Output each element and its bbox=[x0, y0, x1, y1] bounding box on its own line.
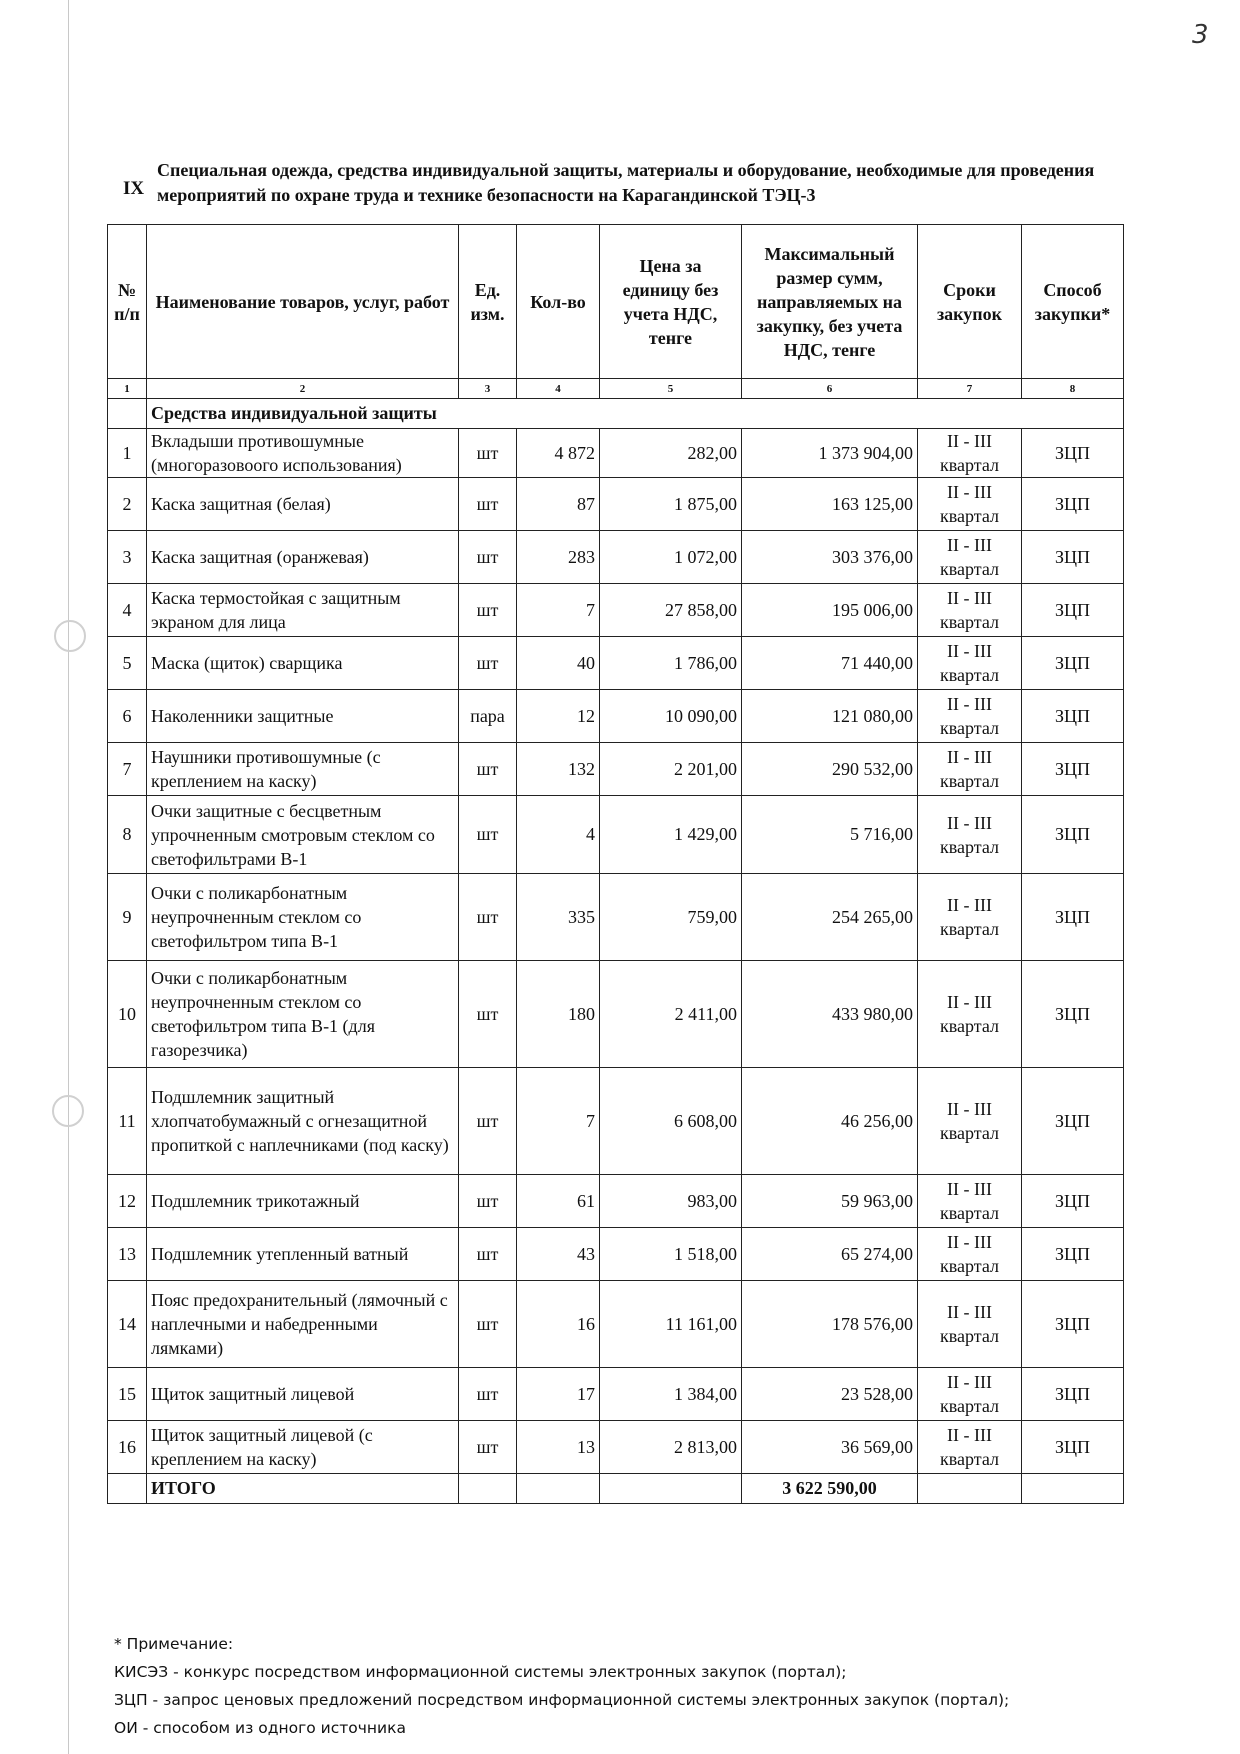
header-method: Способ закупки* bbox=[1022, 225, 1124, 379]
header-row bbox=[108, 225, 1124, 379]
row-qty: 87 bbox=[517, 478, 600, 531]
header-qty: Кол-во bbox=[517, 225, 600, 379]
row-period: II - III квартал bbox=[918, 1068, 1022, 1175]
row-price: 1 429,00 bbox=[600, 796, 742, 874]
row-name: Щиток защитный лицевой bbox=[147, 1368, 459, 1421]
row-period: II - III квартал bbox=[918, 796, 1022, 874]
row-num: 16 bbox=[108, 1421, 147, 1474]
row-unit: шт bbox=[459, 1175, 517, 1228]
row-name: Вкладыши противошумные (многоразовоого использования) bbox=[147, 429, 459, 478]
table-row bbox=[108, 1281, 1124, 1368]
row-name: Пояс предохранительный (лямочный с наплечными и набедренными лямками) bbox=[147, 1281, 459, 1368]
row-method: ЗЦП bbox=[1022, 1175, 1124, 1228]
row-price: 1 072,00 bbox=[600, 531, 742, 584]
row-qty: 283 bbox=[517, 531, 600, 584]
row-qty: 335 bbox=[517, 874, 600, 961]
row-price: 2 201,00 bbox=[600, 743, 742, 796]
row-period: II - III квартал bbox=[918, 690, 1022, 743]
row-unit: пара bbox=[459, 690, 517, 743]
row-period: II - III квартал bbox=[918, 961, 1022, 1068]
total-row bbox=[108, 1474, 1124, 1504]
total-empty-cell bbox=[459, 1474, 517, 1504]
notes-line: КИСЭЗ - конкурс посредством информационной системы электронных закупок (портал); bbox=[114, 1663, 847, 1681]
header-name: Наименование товаров, услуг, работ bbox=[147, 225, 459, 379]
row-price: 11 161,00 bbox=[600, 1281, 742, 1368]
row-name: Подшлемник утепленный ватный bbox=[147, 1228, 459, 1281]
row-num: 13 bbox=[108, 1228, 147, 1281]
row-name: Наколенники защитные bbox=[147, 690, 459, 743]
row-period: II - III квартал bbox=[918, 637, 1022, 690]
row-sum: 36 569,00 bbox=[742, 1421, 918, 1474]
row-price: 2 411,00 bbox=[600, 961, 742, 1068]
total-empty-cell bbox=[517, 1474, 600, 1504]
row-unit: шт bbox=[459, 584, 517, 637]
row-method: ЗЦП bbox=[1022, 531, 1124, 584]
table-row bbox=[108, 1368, 1124, 1421]
margin-line bbox=[68, 0, 69, 1754]
table-body bbox=[108, 399, 1124, 1474]
procurement-table bbox=[107, 224, 1124, 1504]
row-name: Каска защитная (белая) bbox=[147, 478, 459, 531]
header-price: Цена за единицу без учета НДС, тенге bbox=[600, 225, 742, 379]
row-price: 6 608,00 bbox=[600, 1068, 742, 1175]
row-period: II - III квартал bbox=[918, 743, 1022, 796]
row-qty: 4 872 bbox=[517, 429, 600, 478]
row-unit: шт bbox=[459, 531, 517, 584]
row-num: 11 bbox=[108, 1068, 147, 1175]
row-qty: 180 bbox=[517, 961, 600, 1068]
row-qty: 7 bbox=[517, 1068, 600, 1175]
header-num: № п/п bbox=[108, 225, 147, 379]
row-num: 7 bbox=[108, 743, 147, 796]
row-name: Каска защитная (оранжевая) bbox=[147, 531, 459, 584]
row-name: Подшлемник защитный хлопчатобумажный с огнезащитной пропиткой с наплечниками (под каску) bbox=[147, 1068, 459, 1175]
row-qty: 16 bbox=[517, 1281, 600, 1368]
row-unit: шт bbox=[459, 1421, 517, 1474]
total-empty-cell bbox=[600, 1474, 742, 1504]
table-row bbox=[108, 637, 1124, 690]
table-row bbox=[108, 1228, 1124, 1281]
row-method: ЗЦП bbox=[1022, 743, 1124, 796]
total-empty-cell bbox=[918, 1474, 1022, 1504]
row-sum: 290 532,00 bbox=[742, 743, 918, 796]
row-qty: 40 bbox=[517, 637, 600, 690]
table-row bbox=[108, 690, 1124, 743]
row-unit: шт bbox=[459, 743, 517, 796]
column-number: 5 bbox=[600, 379, 742, 399]
row-unit: шт bbox=[459, 478, 517, 531]
row-name: Очки защитные с бесцветным упрочненным смотровым стеклом со светофильтрами В-1 bbox=[147, 796, 459, 874]
row-sum: 65 274,00 bbox=[742, 1228, 918, 1281]
row-price: 1 875,00 bbox=[600, 478, 742, 531]
row-period: II - III квартал bbox=[918, 1421, 1022, 1474]
section-title: Специальная одежда, средства индивидуальной защиты, материалы и оборудование, необходимые для проведения мероприятий по охране труда и технике безопасности на Карагандинской ТЭЦ-3 bbox=[157, 160, 1095, 205]
row-price: 1 786,00 bbox=[600, 637, 742, 690]
row-qty: 13 bbox=[517, 1421, 600, 1474]
column-number: 8 bbox=[1022, 379, 1124, 399]
row-sum: 303 376,00 bbox=[742, 531, 918, 584]
row-period: II - III квартал bbox=[918, 429, 1022, 478]
table-row bbox=[108, 874, 1124, 961]
column-number: 7 bbox=[918, 379, 1022, 399]
notes-title: * Примечание: bbox=[114, 1635, 234, 1653]
row-period: II - III квартал bbox=[918, 584, 1022, 637]
row-method: ЗЦП bbox=[1022, 690, 1124, 743]
column-number: 2 bbox=[147, 379, 459, 399]
table-row bbox=[108, 1175, 1124, 1228]
row-period: II - III квартал bbox=[918, 531, 1022, 584]
table-row bbox=[108, 531, 1124, 584]
row-sum: 71 440,00 bbox=[742, 637, 918, 690]
row-qty: 61 bbox=[517, 1175, 600, 1228]
row-num: 1 bbox=[108, 429, 147, 478]
row-num: 8 bbox=[108, 796, 147, 874]
table-row bbox=[108, 743, 1124, 796]
row-name: Подшлемник трикотажный bbox=[147, 1175, 459, 1228]
row-sum: 46 256,00 bbox=[742, 1068, 918, 1175]
total-empty-cell bbox=[108, 1474, 147, 1504]
row-num: 14 bbox=[108, 1281, 147, 1368]
row-unit: шт bbox=[459, 1228, 517, 1281]
row-sum: 254 265,00 bbox=[742, 874, 918, 961]
row-price: 27 858,00 bbox=[600, 584, 742, 637]
row-price: 10 090,00 bbox=[600, 690, 742, 743]
row-method: ЗЦП bbox=[1022, 1228, 1124, 1281]
row-name: Каска термостойкая с защитным экраном для лица bbox=[147, 584, 459, 637]
column-number: 6 bbox=[742, 379, 918, 399]
row-sum: 5 716,00 bbox=[742, 796, 918, 874]
header-period: Сроки закупок bbox=[918, 225, 1022, 379]
row-sum: 195 006,00 bbox=[742, 584, 918, 637]
row-qty: 4 bbox=[517, 796, 600, 874]
row-num: 5 bbox=[108, 637, 147, 690]
row-method: ЗЦП bbox=[1022, 1281, 1124, 1368]
row-num: 9 bbox=[108, 874, 147, 961]
row-sum: 433 980,00 bbox=[742, 961, 918, 1068]
row-method: ЗЦП bbox=[1022, 1421, 1124, 1474]
notes bbox=[114, 1630, 1009, 1742]
row-unit: шт bbox=[459, 1368, 517, 1421]
row-period: II - III квартал bbox=[918, 1228, 1022, 1281]
table-row bbox=[108, 1068, 1124, 1175]
table-row bbox=[108, 796, 1124, 874]
row-unit: шт bbox=[459, 961, 517, 1068]
group-title: Средства индивидуальной защиты bbox=[147, 399, 1124, 429]
total-sum: 3 622 590,00 bbox=[742, 1474, 918, 1504]
table-row bbox=[108, 478, 1124, 531]
row-method: ЗЦП bbox=[1022, 429, 1124, 478]
column-number-row bbox=[108, 379, 1124, 399]
row-sum: 163 125,00 bbox=[742, 478, 918, 531]
total-label: ИТОГО bbox=[147, 1474, 459, 1504]
row-num: 10 bbox=[108, 961, 147, 1068]
row-price: 1 518,00 bbox=[600, 1228, 742, 1281]
group-row bbox=[108, 399, 1124, 429]
column-number: 4 bbox=[517, 379, 600, 399]
row-method: ЗЦП bbox=[1022, 1068, 1124, 1175]
row-qty: 17 bbox=[517, 1368, 600, 1421]
row-period: II - III квартал bbox=[918, 1368, 1022, 1421]
row-period: II - III квартал bbox=[918, 874, 1022, 961]
row-sum: 121 080,00 bbox=[742, 690, 918, 743]
table-row bbox=[108, 584, 1124, 637]
total-empty-cell bbox=[1022, 1474, 1124, 1504]
row-sum: 23 528,00 bbox=[742, 1368, 918, 1421]
row-unit: шт bbox=[459, 1068, 517, 1175]
row-name: Маска (щиток) сварщика bbox=[147, 637, 459, 690]
row-qty: 132 bbox=[517, 743, 600, 796]
row-name: Очки с поликарбонатным неупрочненным стеклом со светофильтром типа В-1 (для газорезчика) bbox=[147, 961, 459, 1068]
row-num: 4 bbox=[108, 584, 147, 637]
row-method: ЗЦП bbox=[1022, 874, 1124, 961]
table-row bbox=[108, 1421, 1124, 1474]
row-unit: шт bbox=[459, 637, 517, 690]
row-method: ЗЦП bbox=[1022, 478, 1124, 531]
row-num: 3 bbox=[108, 531, 147, 584]
notes-line: ЗЦП - запрос ценовых предложений посредством информационной системы электронных закупок (портал); bbox=[114, 1691, 1010, 1709]
column-number: 1 bbox=[108, 379, 147, 399]
row-name: Наушники противошумные (с креплением на каску) bbox=[147, 743, 459, 796]
row-num: 15 bbox=[108, 1368, 147, 1421]
group-empty-cell bbox=[108, 399, 147, 429]
row-unit: шт bbox=[459, 874, 517, 961]
row-method: ЗЦП bbox=[1022, 637, 1124, 690]
column-number: 3 bbox=[459, 379, 517, 399]
row-qty: 7 bbox=[517, 584, 600, 637]
row-sum: 59 963,00 bbox=[742, 1175, 918, 1228]
punch-hole-mark bbox=[54, 620, 86, 652]
table-row bbox=[108, 429, 1124, 478]
row-name: Очки с поликарбонатным неупрочненным стеклом со светофильтром типа В-1 bbox=[147, 874, 459, 961]
row-sum: 178 576,00 bbox=[742, 1281, 918, 1368]
row-period: II - III квартал bbox=[918, 1175, 1022, 1228]
row-price: 2 813,00 bbox=[600, 1421, 742, 1474]
header-max-sum: Максимальный размер сумм, направляемых на закупку, без учета НДС, тенге bbox=[742, 225, 918, 379]
row-unit: шт bbox=[459, 796, 517, 874]
header-unit: Ед. изм. bbox=[459, 225, 517, 379]
row-num: 6 bbox=[108, 690, 147, 743]
row-method: ЗЦП bbox=[1022, 584, 1124, 637]
row-price: 282,00 bbox=[600, 429, 742, 478]
row-method: ЗЦП bbox=[1022, 796, 1124, 874]
row-period: II - III квартал bbox=[918, 1281, 1022, 1368]
row-unit: шт bbox=[459, 1281, 517, 1368]
row-qty: 43 bbox=[517, 1228, 600, 1281]
row-name: Щиток защитный лицевой (с креплением на каску) bbox=[147, 1421, 459, 1474]
row-method: ЗЦП bbox=[1022, 961, 1124, 1068]
notes-line: ОИ - способом из одного источника bbox=[114, 1719, 406, 1737]
row-num: 12 bbox=[108, 1175, 147, 1228]
row-num: 2 bbox=[108, 478, 147, 531]
section-number: IX bbox=[123, 178, 145, 199]
punch-hole-mark bbox=[52, 1095, 84, 1127]
row-unit: шт bbox=[459, 429, 517, 478]
row-price: 1 384,00 bbox=[600, 1368, 742, 1421]
row-sum: 1 373 904,00 bbox=[742, 429, 918, 478]
row-price: 759,00 bbox=[600, 874, 742, 961]
page-number: 3 bbox=[1192, 20, 1209, 50]
table-row bbox=[108, 961, 1124, 1068]
row-qty: 12 bbox=[517, 690, 600, 743]
row-period: II - III квартал bbox=[918, 478, 1022, 531]
row-method: ЗЦП bbox=[1022, 1368, 1124, 1421]
row-price: 983,00 bbox=[600, 1175, 742, 1228]
